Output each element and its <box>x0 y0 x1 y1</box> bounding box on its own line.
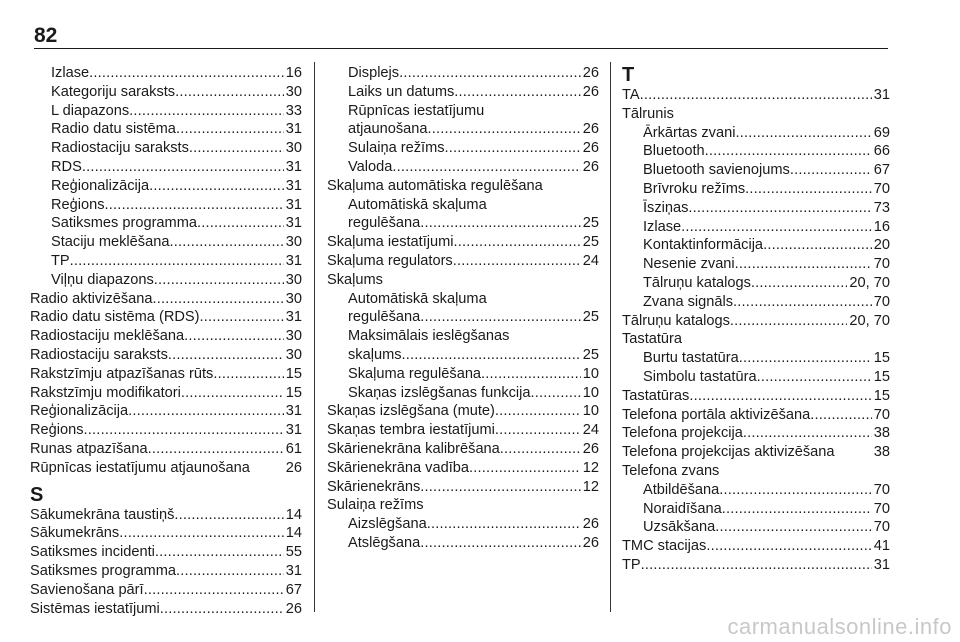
dot-leader <box>144 581 284 600</box>
dot-leader <box>153 290 284 309</box>
dot-leader <box>213 365 283 384</box>
page-number: 82 <box>34 24 58 47</box>
dot-leader <box>420 478 580 497</box>
index-page-ref[interactable]: 70 <box>873 481 890 498</box>
index-term: Satiksmes incidenti <box>30 544 155 561</box>
index-page-ref[interactable]: 25 <box>582 309 599 326</box>
index-page-ref[interactable]: 24 <box>582 422 599 439</box>
index-subentry[interactable] <box>327 534 599 553</box>
index-page-ref[interactable]: 16 <box>285 65 302 81</box>
dot-leader <box>70 252 284 271</box>
index-page-ref[interactable]: 30 <box>285 271 302 288</box>
dot-leader <box>705 142 872 161</box>
index-subentry[interactable] <box>327 365 599 384</box>
index-page-ref[interactable]: 38 <box>873 444 890 461</box>
index-page-ref[interactable]: 26 <box>582 158 599 175</box>
index-term: TA <box>622 87 640 103</box>
index-subentry[interactable] <box>30 271 302 290</box>
index-page-ref[interactable]: 25 <box>582 346 599 363</box>
index-page-ref[interactable]: 66 <box>873 143 890 160</box>
index-page-ref[interactable]: 12 <box>582 459 599 476</box>
dot-leader <box>640 86 872 105</box>
index-entry[interactable] <box>622 312 890 331</box>
index-column-2 <box>327 64 599 553</box>
index-term: regulēšana <box>348 215 421 232</box>
index-term: Reģions <box>51 196 105 213</box>
dot-leader <box>392 158 580 177</box>
index-term: Ārkārtas zvani <box>643 124 736 141</box>
index-term: Laiks un datums <box>348 83 455 100</box>
index-page-ref[interactable]: 31 <box>285 121 302 138</box>
index-term: Brīvroku režīms <box>643 180 746 197</box>
index-page-ref[interactable]: 30 <box>285 140 302 157</box>
dot-leader <box>730 312 848 331</box>
index-term: Runas atpazīšana <box>30 440 148 457</box>
index-term: Bluetooth <box>643 143 705 160</box>
dot-leader <box>739 349 872 368</box>
index-page-ref[interactable]: 15 <box>873 368 890 385</box>
dot-leader <box>175 83 284 102</box>
index-term: Viļņu diapazons <box>51 271 154 288</box>
index-entry[interactable] <box>30 581 302 600</box>
index-term: Skārienekrāns <box>327 478 421 495</box>
index-entry[interactable] <box>30 440 302 459</box>
dot-leader <box>743 424 872 443</box>
index-subentry[interactable] <box>622 199 890 218</box>
index-page-ref[interactable]: 25 <box>582 234 599 251</box>
column-divider <box>314 62 315 612</box>
index-page-ref[interactable]: 31 <box>285 196 302 213</box>
dot-leader <box>706 537 871 556</box>
index-term: Īsziņas <box>643 199 689 216</box>
index-page-ref[interactable]: 31 <box>285 309 302 326</box>
index-term: Kategoriju saraksts <box>51 83 176 100</box>
column-divider <box>610 62 611 612</box>
dot-leader <box>119 524 284 543</box>
index-page-ref[interactable]: 70 <box>873 256 890 273</box>
index-entry[interactable] <box>622 406 890 425</box>
dot-leader <box>148 440 284 459</box>
index-entry[interactable] <box>30 562 302 581</box>
index-page-ref[interactable]: 26 <box>285 600 302 617</box>
index-entry[interactable] <box>327 478 599 497</box>
dot-leader <box>149 177 284 196</box>
dot-leader <box>420 308 581 327</box>
dot-leader <box>160 600 284 619</box>
index-term: Skaļuma regulators <box>327 252 453 269</box>
index-term: Radio datu sistēma <box>51 121 176 138</box>
index-term: Reģions <box>30 422 84 439</box>
dot-leader <box>454 83 580 102</box>
dot-leader <box>174 506 283 525</box>
dot-leader <box>689 387 871 406</box>
index-entry[interactable] <box>30 308 302 327</box>
index-subentry[interactable] <box>327 214 599 233</box>
index-subentry[interactable] <box>327 64 599 83</box>
index-subentry[interactable] <box>327 515 599 534</box>
index-term: Staciju meklēšana <box>51 234 170 251</box>
dot-leader <box>469 459 581 478</box>
dot-leader <box>722 500 872 519</box>
index-term: Rūpnīcas iestatījumu atjaunošana <box>30 459 250 476</box>
index-entry-term: Tālrunis <box>622 105 674 122</box>
index-page-ref[interactable]: 15 <box>873 387 890 404</box>
index-page-ref[interactable]: 24 <box>582 252 599 269</box>
index-term: Burtu tastatūra <box>643 350 739 367</box>
index-page-ref[interactable]: 31 <box>285 562 302 579</box>
index-term: TP <box>51 252 70 269</box>
index-term: Zvana signāls <box>643 293 734 310</box>
index-subentry[interactable] <box>622 368 890 387</box>
index-page-ref[interactable]: 14 <box>285 506 302 523</box>
index-subentry[interactable] <box>30 233 302 252</box>
dot-leader <box>445 139 581 158</box>
index-entry[interactable] <box>622 537 890 556</box>
index-term: L diapazons <box>51 102 130 119</box>
index-subentry[interactable] <box>30 158 302 177</box>
index-page-ref[interactable]: 20, 70 <box>849 274 890 291</box>
dot-leader <box>176 120 284 139</box>
index-term: Skārienekrāna vadība <box>327 459 469 476</box>
index-entry[interactable] <box>327 440 599 459</box>
index-subentry[interactable] <box>327 139 599 158</box>
index-page-ref[interactable]: 30 <box>285 83 302 100</box>
index-subentry[interactable] <box>30 83 302 102</box>
dot-leader <box>155 543 284 562</box>
index-entry[interactable] <box>327 233 599 252</box>
index-entry[interactable] <box>30 327 302 346</box>
index-subentry[interactable] <box>622 349 890 368</box>
index-subentry[interactable] <box>327 346 599 365</box>
dot-leader <box>481 365 581 384</box>
index-subentry[interactable] <box>30 196 302 215</box>
watermark: carmanualsonline.info <box>727 614 952 639</box>
index-term: Skaņas izslēgšanas funkcija <box>348 384 531 401</box>
index-term: Sākumekrāna taustiņš <box>30 506 175 523</box>
index-subentry[interactable] <box>30 177 302 196</box>
index-page-ref[interactable]: 16 <box>873 218 890 235</box>
index-entry[interactable] <box>327 459 599 478</box>
index-entry-term: Tastatūra <box>622 331 683 348</box>
index-subentry[interactable] <box>327 308 599 327</box>
index-page-ref[interactable]: 31 <box>285 158 302 175</box>
index-letter-heading: T <box>622 64 635 86</box>
index-page-ref[interactable]: 31 <box>285 252 302 269</box>
index-entry[interactable] <box>622 443 890 462</box>
index-subentry[interactable] <box>327 384 599 403</box>
dot-leader <box>402 346 581 365</box>
index-subentry[interactable] <box>622 481 890 500</box>
header-rule <box>34 48 888 49</box>
index-term: Radiostaciju saraksts <box>30 346 168 363</box>
index-page-ref[interactable]: 31 <box>285 177 302 194</box>
index-page-ref[interactable]: 33 <box>285 102 302 119</box>
dot-leader <box>197 214 284 233</box>
dot-leader <box>427 515 581 534</box>
index-term: Atbildēšana <box>643 481 720 498</box>
index-term: Rakstzīmju atpazīšanas rūts <box>30 365 214 382</box>
dot-leader <box>735 255 872 274</box>
index-page-ref[interactable]: 26 <box>285 459 302 476</box>
index-entry[interactable] <box>327 252 599 271</box>
index-subentry-term: Automātiskā skaļuma <box>348 196 487 213</box>
index-term: Skārienekrāna kalibrēšana <box>327 440 500 457</box>
dot-leader <box>128 402 284 421</box>
index-subentry-term: Automātiskā skaļuma <box>348 290 487 307</box>
index-entry[interactable] <box>30 543 302 562</box>
dot-leader <box>719 481 871 500</box>
index-page-ref[interactable]: 14 <box>285 525 302 542</box>
index-term: Telefona projekcija <box>622 425 743 442</box>
dot-leader <box>495 402 581 421</box>
index-subentry[interactable] <box>30 120 302 139</box>
index-entry[interactable] <box>30 524 302 543</box>
index-page-ref[interactable]: 67 <box>873 162 890 179</box>
index-subentry-term: Rūpnīcas iestatījumu <box>348 102 485 119</box>
index-term: Reģionalizācija <box>30 403 129 420</box>
index-page-ref[interactable]: 70 <box>873 500 890 517</box>
dot-leader <box>500 440 581 459</box>
index-entry[interactable] <box>30 600 302 619</box>
dot-leader <box>715 518 872 537</box>
index-term: skaļums <box>348 346 402 363</box>
index-term: atjaunošana <box>348 121 428 138</box>
index-term: Izlase <box>643 218 682 235</box>
dot-leader <box>176 562 284 581</box>
index-page-ref[interactable]: 70 <box>873 180 890 197</box>
index-term: Atslēgšana <box>348 534 421 551</box>
index-entry[interactable] <box>30 402 302 421</box>
index-term: Savienošana pārī <box>30 581 144 598</box>
dot-leader <box>641 556 872 575</box>
index-page-ref[interactable]: 15 <box>285 384 302 401</box>
dot-leader <box>169 233 283 252</box>
index-page-ref[interactable]: 41 <box>873 538 890 555</box>
index-term: Skaņas izslēgšana (mute) <box>327 403 495 420</box>
index-term: Tālruņu katalogs <box>643 274 751 291</box>
dot-leader <box>495 421 581 440</box>
dot-leader <box>790 161 872 180</box>
index-term: Aizslēgšana <box>348 516 427 533</box>
index-page-ref[interactable]: 26 <box>582 140 599 157</box>
dot-leader <box>453 252 581 271</box>
index-term: Skaļuma iestatījumi <box>327 234 454 251</box>
index-term: Uzsākšana <box>643 519 716 536</box>
index-entry[interactable] <box>622 86 890 105</box>
index-term: Radio datu sistēma (RDS) <box>30 309 200 326</box>
index-term: TP <box>622 556 641 573</box>
index-page-ref[interactable]: 31 <box>285 215 302 232</box>
index-page-ref[interactable]: 73 <box>873 199 890 216</box>
index-page-ref[interactable]: 30 <box>285 290 302 307</box>
index-subentry[interactable] <box>622 255 890 274</box>
index-term: Radio aktivizēšana <box>30 290 153 307</box>
dot-leader <box>420 534 581 553</box>
index-term: Izlase <box>51 65 90 81</box>
dot-leader <box>751 274 848 293</box>
index-term: Telefona portāla aktivizēšana <box>622 406 811 423</box>
index-subentry[interactable] <box>622 518 890 537</box>
index-page-ref[interactable]: 12 <box>582 478 599 495</box>
index-page-ref[interactable]: 69 <box>873 124 890 141</box>
index-page-ref[interactable]: 26 <box>582 534 599 551</box>
index-term: Radiostaciju meklēšana <box>30 328 185 345</box>
index-subentry[interactable] <box>327 158 599 177</box>
index-page-ref[interactable]: 30 <box>285 234 302 251</box>
index-term: Displejs <box>348 65 400 81</box>
index-page-ref[interactable]: 15 <box>285 365 302 382</box>
index-term: Reģionalizācija <box>51 177 150 194</box>
index-term: TMC stacijas <box>622 538 707 555</box>
index-subentry[interactable] <box>327 120 599 139</box>
index-page-ref[interactable]: 10 <box>582 384 599 401</box>
index-term: Tastatūras <box>622 387 690 404</box>
index-term: Radiostaciju saraksts <box>51 140 189 157</box>
index-term: Simbolu tastatūra <box>643 368 757 385</box>
index-entry[interactable] <box>30 506 302 525</box>
index-term: Tālruņu katalogs <box>622 312 730 329</box>
dot-leader <box>184 327 284 346</box>
index-entry[interactable] <box>30 459 302 478</box>
index-column-1 <box>30 64 302 618</box>
index-term: Satiksmes programma <box>51 215 197 232</box>
index-subentry[interactable] <box>30 102 302 121</box>
index-term: regulēšana <box>348 309 421 326</box>
index-entry-term: Sulaiņa režīms <box>327 497 424 514</box>
index-page-ref[interactable]: 55 <box>285 544 302 561</box>
index-term: Rakstzīmju modifikatori <box>30 384 181 401</box>
index-entry[interactable] <box>30 346 302 365</box>
index-term: RDS <box>51 158 82 175</box>
index-page-ref[interactable]: 67 <box>285 581 302 598</box>
index-page-ref[interactable]: 26 <box>582 83 599 100</box>
dot-leader <box>420 214 581 233</box>
dot-leader <box>154 271 284 290</box>
index-subentry[interactable] <box>327 83 599 102</box>
index-page-ref[interactable]: 38 <box>873 425 890 442</box>
index-subentry[interactable] <box>30 214 302 233</box>
dot-leader <box>399 64 581 83</box>
index-term: Kontaktinformācija <box>643 237 764 254</box>
dot-leader <box>84 421 284 440</box>
index-entry[interactable] <box>622 387 890 406</box>
index-term: Noraidīšana <box>643 500 722 517</box>
index-entry-term: Skaļuma automātiska regulēšana <box>327 177 543 194</box>
dot-leader <box>89 64 284 83</box>
dot-leader <box>735 124 871 143</box>
index-page-ref[interactable]: 31 <box>873 87 890 103</box>
index-page-ref[interactable]: 26 <box>582 121 599 138</box>
index-subentry[interactable] <box>622 274 890 293</box>
index-page-ref[interactable]: 31 <box>873 556 890 573</box>
index-page-ref[interactable]: 10 <box>582 365 599 382</box>
dot-leader <box>531 384 581 403</box>
index-entry[interactable] <box>30 421 302 440</box>
index-page-ref[interactable]: 20, 70 <box>849 312 890 329</box>
dot-leader <box>763 236 872 255</box>
dot-leader <box>681 218 872 237</box>
dot-leader <box>129 102 284 121</box>
index-subentry[interactable] <box>622 218 890 237</box>
index-term: Sulaiņa režīms <box>348 140 445 157</box>
index-subentry[interactable] <box>30 252 302 271</box>
index-term: Satiksmes programma <box>30 562 176 579</box>
index-entry[interactable] <box>30 290 302 309</box>
index-subentry[interactable] <box>622 124 890 143</box>
index-term: Nesenie zvani <box>643 256 735 273</box>
index-page-ref[interactable]: 25 <box>582 215 599 232</box>
index-page-ref[interactable]: 31 <box>285 422 302 439</box>
index-entry[interactable] <box>327 421 599 440</box>
dot-leader <box>200 308 284 327</box>
index-page-ref[interactable]: 20 <box>873 237 890 254</box>
index-term: Valoda <box>348 158 393 175</box>
index-subentry[interactable] <box>30 64 302 83</box>
index-letter-heading: S <box>30 483 44 506</box>
index-entry[interactable] <box>30 365 302 384</box>
index-page-ref[interactable]: 26 <box>582 440 599 457</box>
index-column-3 <box>622 64 890 575</box>
index-subentry[interactable] <box>622 142 890 161</box>
dot-leader <box>733 293 872 312</box>
dot-leader <box>757 368 872 387</box>
index-subentry[interactable] <box>622 500 890 519</box>
index-subentry[interactable] <box>622 180 890 199</box>
index-subentry[interactable] <box>622 161 890 180</box>
index-page-ref[interactable]: 10 <box>582 403 599 420</box>
dot-leader <box>105 196 284 215</box>
index-subentry[interactable] <box>622 293 890 312</box>
index-term: Bluetooth savienojums <box>643 162 790 179</box>
index-page-ref[interactable]: 70 <box>873 406 890 423</box>
index-entry-term: Skaļums <box>327 271 383 288</box>
index-entry[interactable] <box>30 384 302 403</box>
dot-leader <box>688 199 871 218</box>
index-page-ref[interactable]: 15 <box>873 350 890 367</box>
dot-leader <box>810 406 872 425</box>
index-subentry[interactable] <box>30 139 302 158</box>
index-term: Telefona projekcijas aktivizēšana <box>622 444 835 461</box>
dot-leader <box>428 120 581 139</box>
index-page-ref[interactable]: 31 <box>285 403 302 420</box>
dot-leader <box>454 233 581 252</box>
dot-leader <box>168 346 284 365</box>
index-page-ref[interactable]: 26 <box>582 516 599 533</box>
index-entry[interactable] <box>622 556 890 575</box>
index-entry-term: Telefona zvans <box>622 462 720 479</box>
index-term: Sistēmas iestatījumi <box>30 600 160 617</box>
index-page-ref[interactable]: 61 <box>285 440 302 457</box>
index-page-ref[interactable]: 30 <box>285 328 302 345</box>
index-page-ref[interactable]: 70 <box>873 519 890 536</box>
index-term: Sākumekrāns <box>30 525 120 542</box>
index-entry[interactable] <box>622 424 890 443</box>
index-subentry-term: Maksimālais ieslēgšanas <box>348 328 510 345</box>
index-page-ref[interactable]: 70 <box>873 293 890 310</box>
dot-leader <box>745 180 872 199</box>
index-term: Skaņas tembra iestatījumi <box>327 422 495 439</box>
dot-leader <box>82 158 284 177</box>
index-page-ref[interactable]: 30 <box>285 346 302 363</box>
index-entry[interactable] <box>327 402 599 421</box>
index-term: Skaļuma regulēšana <box>348 365 482 382</box>
dot-leader <box>181 384 284 403</box>
index-subentry[interactable] <box>622 236 890 255</box>
index-page-ref[interactable]: 26 <box>582 65 599 81</box>
dot-leader <box>189 139 284 158</box>
